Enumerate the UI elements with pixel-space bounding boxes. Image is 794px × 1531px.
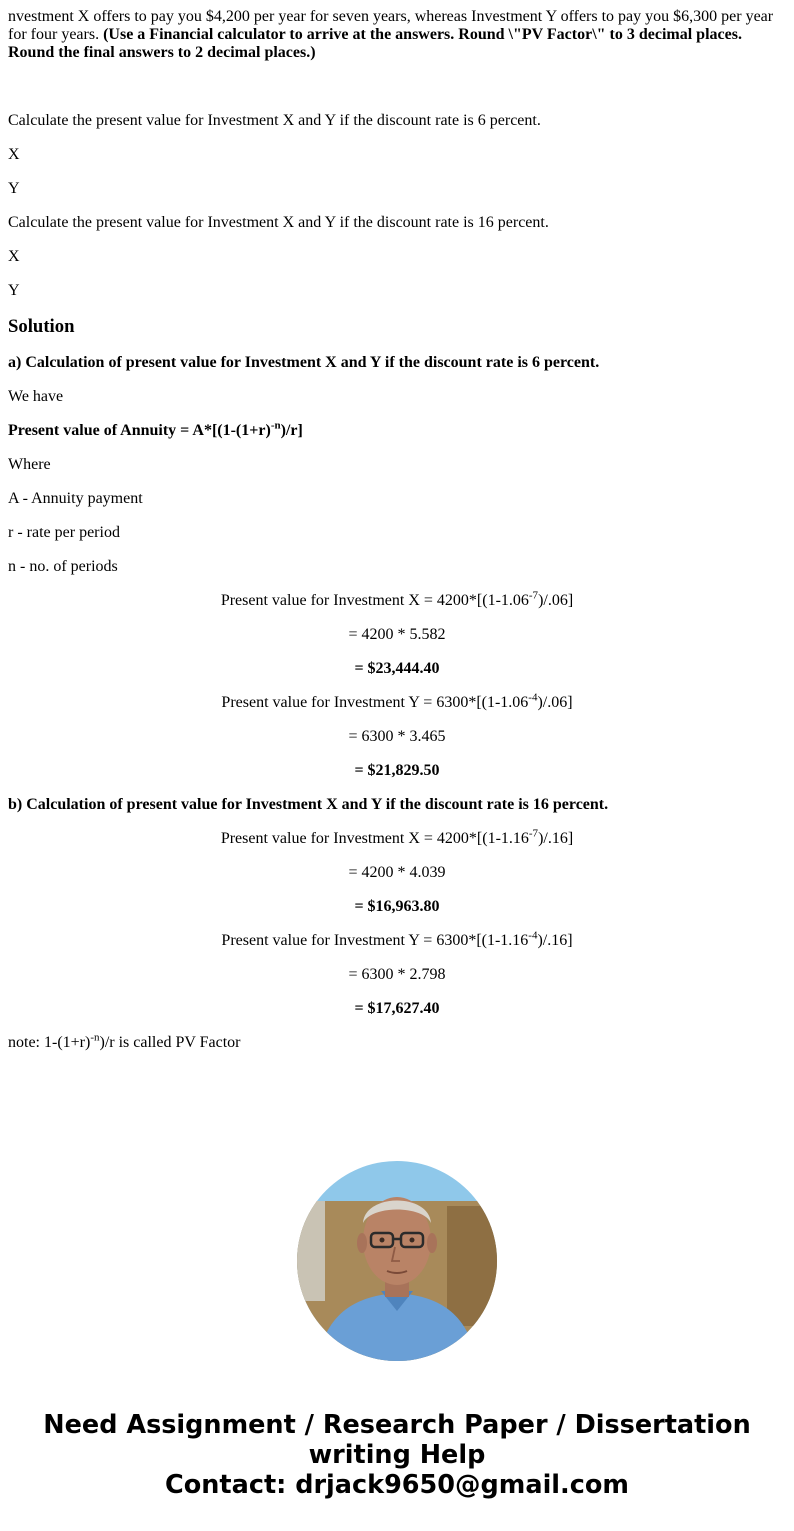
eye-left <box>380 1238 385 1243</box>
note-exponent: -n <box>90 1031 100 1044</box>
intro-text: nvestment X offers to pay you $4,200 per year for seven years, whereas Investment Y offers to pay you $6,300 per year for four years. <box>8 8 774 43</box>
ear-left <box>357 1233 367 1253</box>
part-b-x-step: = 4200 * 4.039 <box>348 864 446 881</box>
part-b-x-formula <box>8 827 786 848</box>
part-a-x-formula-pre: Present value for Investment X = 4200*[(1-1.06 <box>220 592 529 609</box>
part-a-x-formula-post: )/.06] <box>538 592 574 609</box>
formula-post: )/r] <box>280 422 303 439</box>
solution-heading: Solution <box>8 316 75 337</box>
eye-right <box>410 1238 415 1243</box>
author-portrait-image <box>297 1161 497 1361</box>
question-2: Calculate the present value for Investment X and Y if the discount rate is 16 percent. <box>8 214 549 231</box>
pv-factor-note <box>8 1031 786 1052</box>
question-1-x: X <box>8 146 20 163</box>
part-a-x-step: = 4200 * 5.582 <box>348 626 446 643</box>
definition-r: r - rate per period <box>8 524 120 541</box>
question-1-y: Y <box>8 180 20 197</box>
part-b-heading: b) Calculation of present value for Investment X and Y if the discount rate is 16 percent. <box>8 796 609 813</box>
part-b-y-result: = $17,627.40 <box>354 1000 440 1017</box>
definition-a: A - Annuity payment <box>8 490 143 507</box>
part-a-x-formula <box>8 589 786 610</box>
part-a-y-formula-post: )/.06] <box>537 694 573 711</box>
part-a-x-result: = $23,444.40 <box>354 660 440 677</box>
part-b-y-step: = 6300 * 2.798 <box>348 966 446 983</box>
part-b-x-exponent: -7 <box>528 827 539 840</box>
banner-line-1: Need Assignment / Research Paper / Dissertation <box>43 1410 751 1440</box>
part-b-x-result: = $16,963.80 <box>354 898 440 915</box>
note-pre: note: 1-(1+r) <box>8 1034 91 1051</box>
question-2-x: X <box>8 248 20 265</box>
question-intro <box>8 8 786 62</box>
part-a-y-step: = 6300 * 3.465 <box>348 728 446 745</box>
definition-n: n - no. of periods <box>8 558 118 575</box>
part-a-y-formula <box>8 691 786 712</box>
document-page <box>0 8 794 1052</box>
author-photo <box>297 1161 497 1361</box>
part-a-x-exponent: -7 <box>528 589 539 602</box>
where-label: Where <box>8 456 51 473</box>
part-b-y-exponent: -4 <box>528 929 538 942</box>
banner-contact: Contact: drjack9650@gmail.com <box>165 1470 629 1500</box>
part-b-x-formula-pre: Present value for Investment X = 4200*[(1-1.16 <box>220 830 529 847</box>
promo-banner <box>0 1410 794 1500</box>
note-post: )/r is called PV Factor <box>99 1034 241 1051</box>
part-b-x-formula-post: )/.16] <box>538 830 574 847</box>
blank-space <box>8 62 786 96</box>
part-a-y-result: = $21,829.50 <box>354 762 440 779</box>
part-a-y-exponent: -4 <box>528 691 538 704</box>
part-a-y-formula-pre: Present value for Investment Y = 6300*[(1-1.06 <box>221 694 529 711</box>
wall-panel-left <box>297 1201 325 1301</box>
question-1: Calculate the present value for Investment X and Y if the discount rate is 6 percent. <box>8 112 541 129</box>
part-b-y-formula-pre: Present value for Investment Y = 6300*[(1-1.16 <box>221 932 529 949</box>
formula-pre: Present value of Annuity = A*[(1-(1+r) <box>8 422 271 439</box>
part-b-y-formula <box>8 929 786 950</box>
we-have: We have <box>8 388 64 405</box>
question-2-y: Y <box>8 282 20 299</box>
banner-line-2: writing Help <box>308 1440 486 1470</box>
wall-panel-right <box>447 1206 497 1326</box>
formula-exponent: -n <box>270 419 281 432</box>
part-b-y-formula-post: )/.16] <box>537 932 573 949</box>
part-a-heading: a) Calculation of present value for Investment X and Y if the discount rate is 6 percent. <box>8 354 600 371</box>
annuity-formula <box>8 419 786 440</box>
intro-instructions: (Use a Financial calculator to arrive at the answers. Round \"PV Factor\" to 3 decimal places. Round the final answers to 2 decimal places.) <box>8 26 742 61</box>
ear-right <box>427 1233 437 1253</box>
